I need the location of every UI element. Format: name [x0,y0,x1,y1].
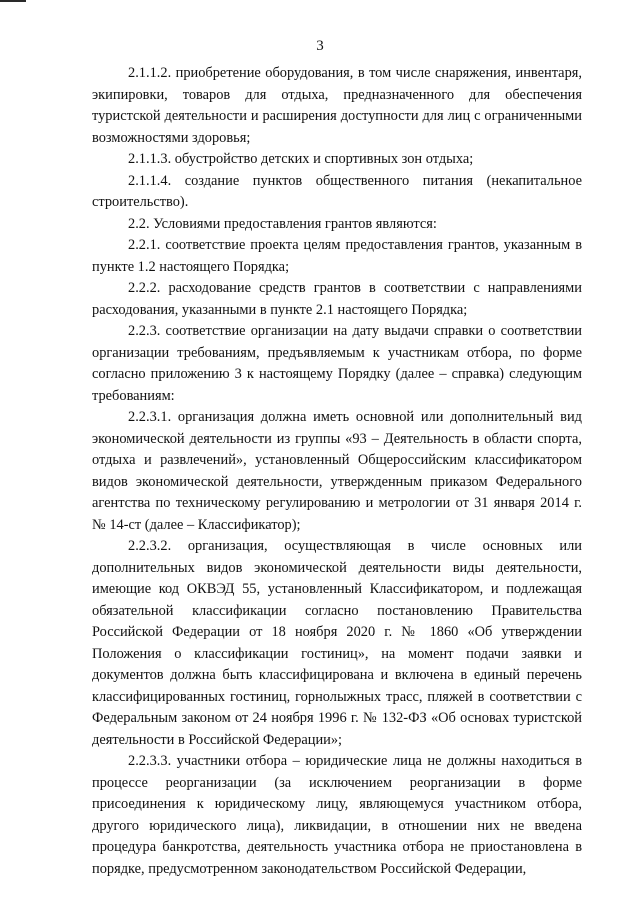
paragraph-2-2-3-1: 2.2.3.1. организация должна иметь основной или дополнительный вид экономической деятельности из группы «93 – Деятельность в области спорта, отдыха и развлечений», установленный Общероссийским классификатором видов экономической деятельности, утвержденным приказом Федерального агентства по техническому регулированию и метрологии от 31 января 2014 г. № 14-ст (далее – Классификатор); [92,409,582,533]
paragraph-2-2-3-3: 2.2.3.3. участники отбора – юридические лица не должны находиться в процессе реорганизации (за исключением реорганизации в форме присоединения к юридическому лицу, являющемуся участником отбора, другого юридического лица), ликвидации, в отношении них не введена процедура банкротства, деятельность участника отбора не приостановлена в порядке, предусмотренном законодательством Российской Федерации, [92,753,582,877]
paragraph-2-2-1: 2.2.1. соответствие проекта целям предоставления грантов, указанным в пункте 1.2 настоящего Порядка; [92,237,582,275]
paragraph-2-2: 2.2. Условиями предоставления грантов являются: [128,215,437,232]
paragraph-2-1-1-4: 2.1.1.4. создание пунктов общественного питания (некапитальное строительство). [92,172,582,210]
scan-edge-mark [0,0,26,2]
paragraph-2-2-3: 2.2.3. соответствие организации на дату выдачи справки о соответствии организации требованиям, предъявляемым к участникам отбора, по форме согласно приложению 3 к настоящему Порядку (далее – справка) следующим требованиям: [92,323,582,404]
document-body [92,63,582,880]
paragraph-2-2-3-2: 2.2.3.2. организация, осуществляющая в числе основных или дополнительных видов экономической деятельности виды деятельности, имеющие код ОКВЭД 55, установленный Классификатором, и подлежащая обязательной классификации согласно постановлению Правительства Российской Федерации от 18 ноября 2020 г. № 1860 «Об утверждении Положения о классификации гостиниц», на момент подачи заявки и документов должна быть классифицирована и включена в единый перечень классифицированных гостиниц, горнолыжных трасс, пляжей в соответствии с Федеральным законом от 24 ноября 1996 г. № 132-ФЗ «Об основах туристской деятельности в Российской Федерации»; [92,538,582,748]
paragraph-2-1-1-2: 2.1.1.2. приобретение оборудования, в том числе снаряжения, инвентаря, экипировки, товаров для отдыха, предназначенного для обеспечения туристской деятельности и расширения доступности для лиц с ограниченными возможностями здоровья; [92,65,582,146]
page-number: 3 [316,38,324,54]
paragraph-2-2-2: 2.2.2. расходование средств грантов в соответствии с направлениями расходования, указанными в пункте 2.1 настоящего Порядка; [92,280,582,318]
paragraph-2-1-1-3: 2.1.1.3. обустройство детских и спортивных зон отдыха; [128,151,474,167]
